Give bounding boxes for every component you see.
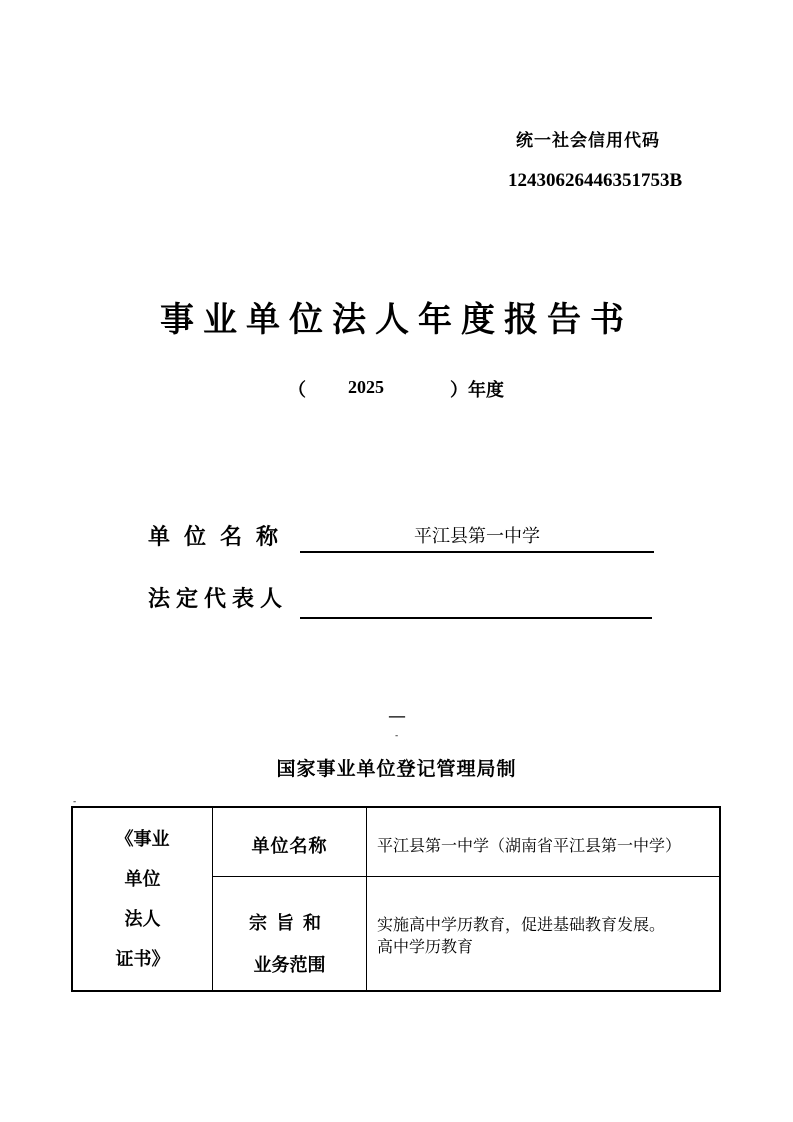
- credit-code-label: 统一社会信用代码: [516, 131, 660, 151]
- certificate-title-line: 法人: [124, 909, 161, 930]
- certificate-title: [73, 820, 212, 980]
- row-scope-label-line: 宗旨和: [249, 913, 330, 934]
- year-open-paren: （: [288, 380, 306, 401]
- table-corner-mark: -: [73, 797, 77, 807]
- year-close-label: ）年度: [450, 380, 504, 401]
- legal-rep-underline: [300, 617, 652, 619]
- unit-name-value: 平江县第一中学: [414, 526, 540, 547]
- row-scope-label-line: 业务范围: [253, 955, 326, 976]
- table-divider-2: [366, 808, 367, 990]
- certificate-table: [71, 806, 721, 992]
- report-year: 2025: [348, 377, 384, 397]
- table-row-divider: [212, 876, 719, 877]
- credit-code-value: 12430626446351753B: [508, 170, 683, 191]
- report-title: 事业单位法人年度报告书: [160, 300, 633, 340]
- row-name-value: 平江县第一中学（湖南省平江县第一中学）: [377, 836, 682, 855]
- row-scope-value-line: 实施高中学历教育，促进基础教育发展。: [377, 915, 666, 934]
- certificate-title-line: 证书》: [115, 949, 170, 970]
- separator-mark: -: [395, 731, 399, 741]
- certificate-title-line: 单位: [124, 869, 161, 890]
- unit-name-label: 单位名称: [148, 525, 293, 550]
- row-name-label: 单位名称: [251, 836, 328, 857]
- unit-name-underline: [300, 551, 654, 553]
- certificate-title-line: 《事业: [115, 829, 170, 850]
- row-scope-label: [213, 903, 366, 987]
- row-scope-value-line: 高中学历教育: [377, 937, 474, 956]
- separator-dash: —: [388, 706, 406, 727]
- issuer-label: 国家事业单位登记管理局制: [276, 758, 517, 780]
- legal-rep-label: 法定代表人: [148, 587, 289, 612]
- row-scope-value: [377, 914, 717, 958]
